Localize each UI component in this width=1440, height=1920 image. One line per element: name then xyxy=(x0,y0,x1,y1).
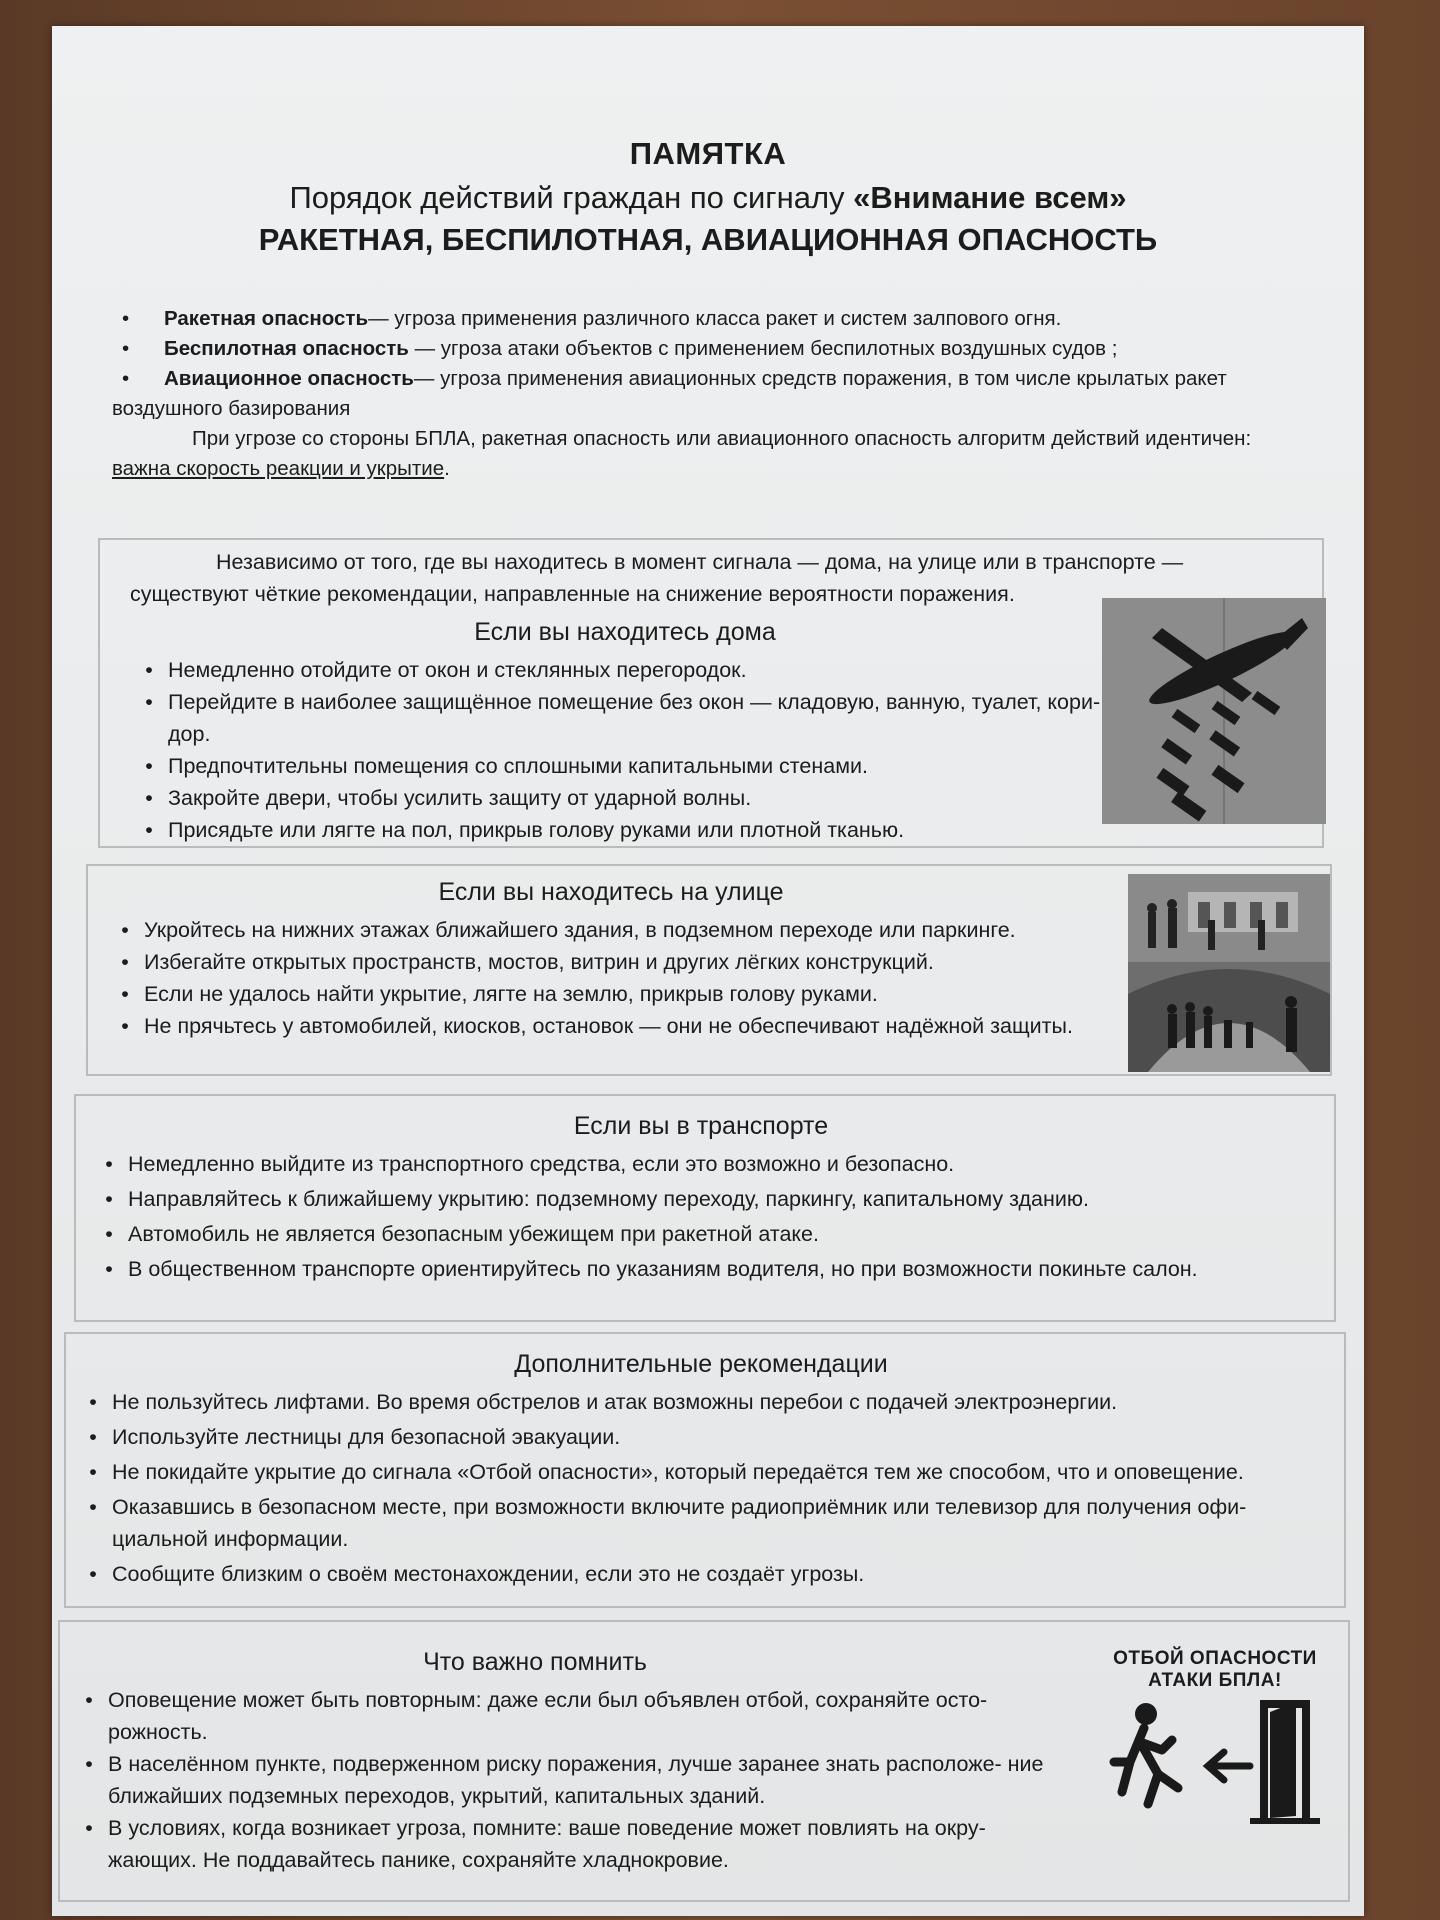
list-item: • В условиях, когда возникает угроза, помните: ваше поведение может повлиять на окру- жающих. Не поддавайтесь панике, сохраняйте хладнокровие. xyxy=(70,1812,1080,1876)
all-clear-sign xyxy=(1100,1648,1330,1838)
bullet: • xyxy=(122,367,130,390)
list-item: • Перейдите в наиболее защищённое помещение без окон — кладовую, ванную, туалет, кори- дор. xyxy=(130,686,1120,750)
section-title: Дополнительные рекомендации xyxy=(514,1350,888,1378)
bullet: • xyxy=(121,1014,129,1038)
document-subtitle xyxy=(52,180,1364,216)
list-item: • Используйте лестницы для безопасной эвакуации. xyxy=(74,1421,1328,1453)
definition-item xyxy=(112,304,1318,334)
list-item: • Если не удалось найти укрытие, лягте на землю, прикрыв голову руками. xyxy=(106,978,1116,1010)
bullet: • xyxy=(145,786,153,810)
definition-term: Ракетная опасность xyxy=(164,307,369,330)
sign-line-1: ОТБОЙ ОПАСНОСТИ xyxy=(1113,1648,1317,1669)
list-item: • Немедленно выйдите из транспортного средства, если это возможно и безопасно. xyxy=(90,1148,1334,1180)
intro-paragraph xyxy=(112,424,1318,454)
bullet: • xyxy=(105,1222,113,1246)
bullet: • xyxy=(105,1152,113,1176)
definition-text: — угроза атаки объектов с применением беспилотных воздушных судов ; xyxy=(408,337,1118,360)
list-item: • Не прячьтесь у автомобилей, киосков, остановок — они не обеспечивают надёжной защиты. xyxy=(106,1010,1116,1042)
list-item: • Укройтесь на нижних этажах ближайшего здания, в подземном переходе или паркинге. xyxy=(106,914,1116,946)
definition-term: Беспилотная опасность xyxy=(164,337,409,360)
list-item: • Немедленно отойдите от окон и стеклянных перегородок. xyxy=(130,654,1120,686)
definition-item xyxy=(112,364,1318,394)
bullet: • xyxy=(85,1688,93,1712)
section-title: Если вы в транспорте xyxy=(573,1112,829,1140)
bullet: • xyxy=(145,754,153,778)
definitions-block xyxy=(52,304,1364,484)
list-item: • Оповещение может быть повторным: даже если был объявлен отбой, сохраняйте осто- рожность. xyxy=(70,1684,1080,1748)
bullet: • xyxy=(145,658,153,682)
list-item: • Присядьте или лягте на пол, прикрыв голову руками или плотной тканью. xyxy=(130,814,1120,846)
list-item: • Закройте двери, чтобы усилить защиту от ударной волны. xyxy=(130,782,1120,814)
intro-text: При угрозе со стороны БПЛА, ракетная опасность или авиационного опасность алгоритм действий идентичен: xyxy=(192,427,1252,450)
bullet: • xyxy=(121,950,129,974)
list-item: • Не пользуйтесь лифтами. Во время обстрелов и атак возможны перебои с подачей электроэнергии. xyxy=(74,1386,1328,1418)
bullet: • xyxy=(121,982,129,1006)
bullet: • xyxy=(85,1816,93,1840)
section-title: Что важно помнить xyxy=(423,1648,647,1676)
list-item: • Оказавшись в безопасном месте, при возможности включите радиоприёмник или телевизор для получения офи- циальной информации. xyxy=(74,1491,1328,1555)
bullet: • xyxy=(89,1495,97,1519)
section-transport xyxy=(74,1094,1336,1322)
bullet: • xyxy=(145,818,153,842)
list-item: • Направляйтесь к ближайшему укрытию: подземному переходу, паркингу, капитальному зданию. xyxy=(90,1183,1334,1215)
subtitle-plain: Порядок действий граждан по сигналу xyxy=(289,180,854,215)
definition-text: — угроза применения авиационных средств поражения, в том числе крылатых ракет xyxy=(413,367,1227,390)
subtitle-signal: «Внимание всем» xyxy=(853,180,1127,215)
bullet: • xyxy=(89,1460,97,1484)
bullet: • xyxy=(85,1752,93,1776)
list-item: • Автомобиль не является безопасным убежищем при ракетной атаке. xyxy=(90,1218,1334,1250)
metro-shelter-illustration xyxy=(1128,874,1330,1072)
section-additional xyxy=(64,1332,1346,1608)
bullet: • xyxy=(105,1187,113,1211)
definition-text: — угроза применения различного класса ракет и систем залпового огня. xyxy=(368,307,1062,330)
list-item: • Не покидайте укрытие до сигнала «Отбой опасности», который передаётся тем же способом, что и оповещение. xyxy=(74,1456,1328,1488)
document-page xyxy=(52,26,1364,1916)
bullet: • xyxy=(89,1390,97,1414)
definition-item xyxy=(112,334,1318,364)
bomber-illustration xyxy=(1102,598,1326,824)
sign-line-2: АТАКИ БПЛА! xyxy=(1148,1670,1282,1691)
exit-running-man-icon xyxy=(1100,1692,1330,1832)
bullet: • xyxy=(122,307,130,330)
definition-tail: воздушного базирования xyxy=(112,397,351,420)
list-item: • В населённом пункте, подверженном риску поражения, лучше заранее знать расположе- ние ближайших подземных переходов, укрытий, капитальных зданий. xyxy=(70,1748,1080,1812)
bullet: • xyxy=(89,1425,97,1449)
bullet: • xyxy=(89,1562,97,1586)
document-header xyxy=(52,26,1364,258)
list-item: • В общественном транспорте ориентируйтесь по указаниям водителя, но при возможности покиньте салон. xyxy=(90,1253,1334,1285)
bullet: • xyxy=(122,337,130,360)
document-title: ПАМЯТКА xyxy=(629,136,787,171)
section-title: Если вы находитесь дома xyxy=(474,618,776,646)
list-item: • Предпочтительны помещения со сплошными капитальными стенами. xyxy=(130,750,1120,782)
section-lead: Независимо от того, где вы находитесь в момент сигнала — дома, на улице или в транспорте — существуют чёткие рекомендации, направленные на снижение вероятности поражения. xyxy=(130,550,1184,606)
bullet: • xyxy=(121,918,129,942)
intro-end: . xyxy=(444,457,450,480)
document-heading: РАКЕТНАЯ, БЕСПИЛОТНАЯ, АВИАЦИОННАЯ ОПАСНОСТЬ xyxy=(258,222,1158,257)
list-item: • Избегайте открытых пространств, мостов, витрин и других лёгких конструкций. xyxy=(106,946,1116,978)
definition-term: Авиационное опасность xyxy=(164,367,414,390)
list-item: • Сообщите близким о своём местонахождении, если это не создаёт угрозы. xyxy=(74,1558,1328,1590)
bullet: • xyxy=(105,1257,113,1281)
intro-underlined: важна скорость реакции и укрытие xyxy=(112,457,445,480)
bullet: • xyxy=(145,690,153,714)
section-title: Если вы находитесь на улице xyxy=(438,878,784,906)
